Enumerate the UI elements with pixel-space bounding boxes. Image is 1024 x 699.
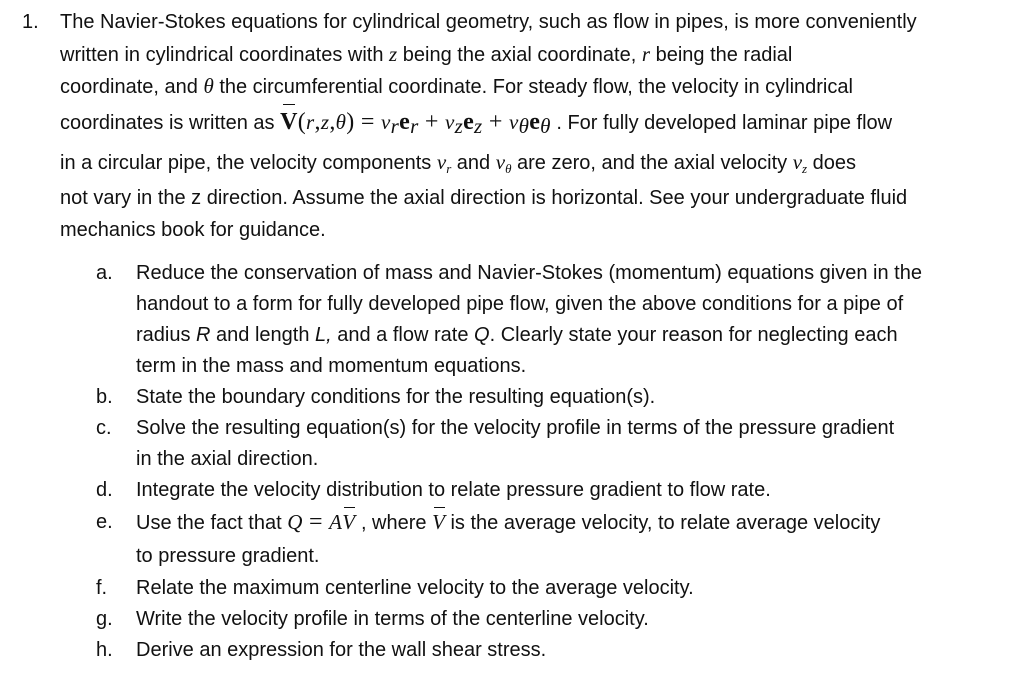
sub-question-label: a. bbox=[96, 262, 113, 284]
question-line-3: coordinate, and θ the circumferential coordinate. For steady flow, the velocity in cylindrical bbox=[60, 74, 853, 98]
question-line-5: in a circular pipe, the velocity components $v_r$ and $v_\theta$ are zero, and the axial velocity $v_z$ does bbox=[60, 150, 857, 176]
sub-question-f: f. Relate the maximum centerline velocity to the average velocity. bbox=[96, 573, 996, 604]
sub-question-g: g. Write the velocity profile in terms of the centerline velocity. bbox=[96, 604, 996, 635]
math-z: z bbox=[389, 42, 398, 66]
sub-question-list bbox=[96, 258, 996, 666]
math-r: r bbox=[641, 42, 651, 66]
math-theta: θ bbox=[203, 74, 214, 98]
sub-question-label: e. bbox=[96, 511, 113, 533]
average-velocity-symbol: V bbox=[432, 506, 445, 539]
question-line-4: coordinates is written as $V(r,z,\theta) = v_re_r + v_ze_z + v_\theta e_\theta$ . For fully developed laminar pipe flow bbox=[60, 102, 1010, 142]
vector-v-symbol: V bbox=[280, 102, 298, 142]
math-v-theta: $v_\theta$ bbox=[495, 150, 512, 176]
velocity-vector-equation: $V(r,z,\theta) = v_re_r + v_ze_z + v_\theta e_\theta$ bbox=[280, 109, 551, 135]
sub-question-e: e. Use the fact that Q = AV , where V is the average velocity, to relate average velocity to pressure gradient. bbox=[96, 506, 996, 573]
math-v-z: $v_z$ bbox=[792, 150, 808, 176]
sub-question-label: b. bbox=[96, 386, 113, 408]
sub-question-h: h. Derive an expression for the wall shear stress. bbox=[96, 635, 996, 666]
math-v-r: $v_r$ bbox=[436, 150, 452, 176]
sub-question-b: b. State the boundary conditions for the resulting equation(s). bbox=[96, 382, 996, 413]
sub-question-label: f. bbox=[96, 577, 108, 599]
sub-question-c: c. Solve the resulting equation(s) for the velocity profile in terms of the pressure gradient in the axial direction. bbox=[96, 413, 996, 475]
sub-question-label: h. bbox=[96, 639, 113, 661]
question-line-7: mechanics book for guidance. bbox=[60, 219, 326, 241]
question-line-1: The Navier-Stokes equations for cylindrical geometry, such as flow in pipes, is more conveniently bbox=[60, 11, 917, 33]
sub-question-d: d. Integrate the velocity distribution to relate pressure gradient to flow rate. bbox=[96, 475, 996, 506]
question-line-6: not vary in the z direction. Assume the axial direction is horizontal. See your undergraduate fluid bbox=[60, 187, 908, 209]
sub-question-label: c. bbox=[96, 417, 112, 439]
sub-question-a: a. Reduce the conservation of mass and Navier-Stokes (momentum) equations given in the handout to a form for fully developed pipe flow, given the above conditions for a pipe of radius R and length L, and a flow rate Q. Clearly state your reason for neglecting each term in the mass and momentum equations. bbox=[96, 258, 996, 382]
question-line-2: written in cylindrical coordinates with z being the axial coordinate, r being the radial bbox=[60, 42, 793, 66]
flow-rate-equation: Q = AV bbox=[287, 509, 355, 535]
sub-question-label: g. bbox=[96, 608, 113, 630]
question-number: 1. bbox=[22, 11, 39, 33]
question-body bbox=[60, 6, 1010, 246]
sub-question-label: d. bbox=[96, 479, 113, 501]
